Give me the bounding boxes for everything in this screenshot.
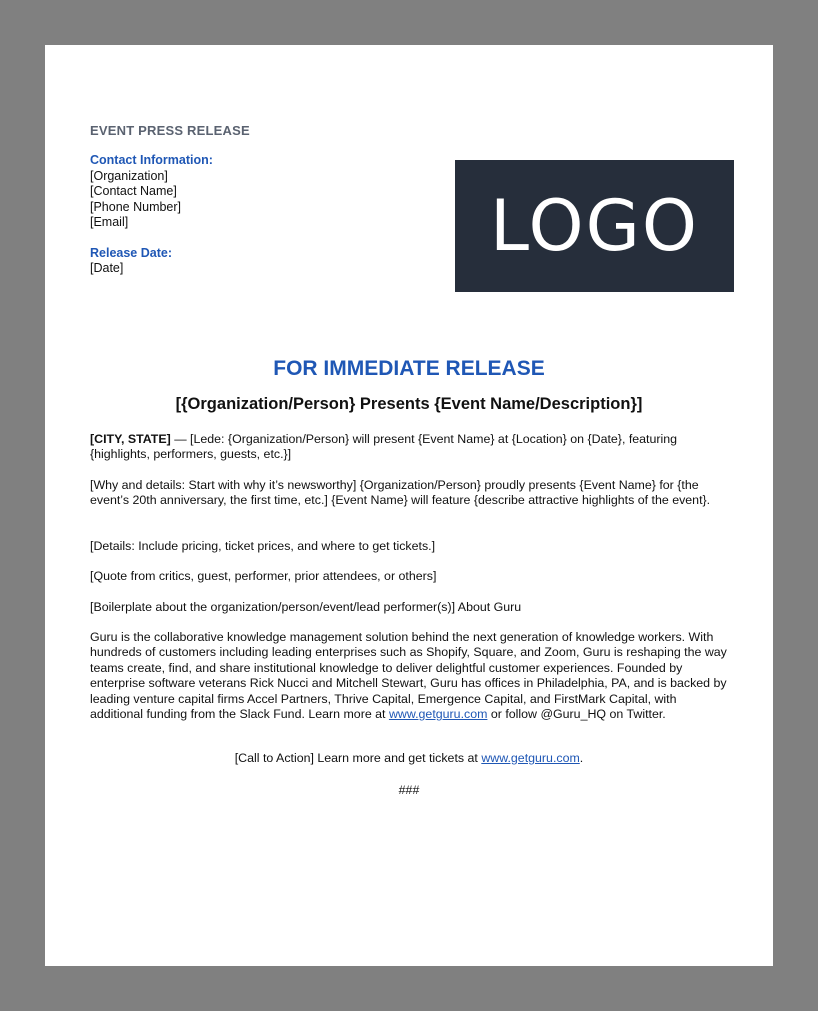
contact-organization: [Organization] <box>90 169 168 183</box>
cta-end: . <box>579 751 584 765</box>
contact-email: [Email] <box>90 214 129 229</box>
contact-name: [Contact Name] <box>90 184 177 199</box>
contact-information-block <box>90 169 181 230</box>
dateline: [CITY, STATE] <box>90 432 171 446</box>
logo-placeholder <box>455 160 734 292</box>
cta-website-link[interactable]: www.getguru.com <box>481 751 580 765</box>
lede-paragraph <box>90 432 730 463</box>
boilerplate-tail: or follow @Guru_HQ on Twitter. <box>487 707 666 722</box>
lede-text: — [Lede: {Organization/Person} will present {Event Name} at {Location} on {Date}, featuring {highlights, performers, guests, etc.}] <box>90 432 678 462</box>
press-release-headline: [{Organization/Person} Presents {Event Name/Description}] <box>175 395 643 413</box>
quote-paragraph: [Quote from critics, guest, performer, prior attendees, or others] <box>90 569 437 583</box>
boilerplate-intro-paragraph: [Boilerplate about the organization/person/event/lead performer(s)] About Guru <box>90 600 522 614</box>
boilerplate-paragraph <box>90 630 732 722</box>
document-page <box>45 45 773 966</box>
details-paragraph: [Details: Include pricing, ticket prices, and where to get tickets.] <box>90 539 436 553</box>
release-date-value: [Date] <box>90 261 124 275</box>
contact-phone: [Phone Number] <box>90 199 182 214</box>
release-date-heading: Release Date: <box>90 246 172 260</box>
cta-text: [Call to Action] Learn more and get tickets at <box>234 751 482 765</box>
why-details-paragraph: [Why and details: Start with why it’s newsworthy] {Organization/Person} proudly presents {Event Name} for {the event’s 20th anniversary, the first time, etc.] {Event Name} will feature {describe attractive highlights of the event}. <box>90 478 711 508</box>
end-mark: ### <box>398 783 420 797</box>
for-immediate-release-title: FOR IMMEDIATE RELEASE <box>273 357 545 380</box>
call-to-action-line <box>45 751 773 765</box>
logo-text: LOGO <box>490 185 699 267</box>
document-type-label: EVENT PRESS RELEASE <box>90 123 250 138</box>
contact-information-heading: Contact Information: <box>90 153 213 167</box>
boilerplate-website-link[interactable]: www.getguru.com <box>388 707 488 722</box>
boilerplate-text: Guru is the collaborative knowledge management solution behind the next generation of knowledge workers. With hundreds of customers including leading enterprises such as Shopify, Square, and Zoom, Guru is reshaping the way teams create, find, and share institutional knowledge to deliver delightful customer experiences. Founded by enterprise software veterans Rick Nucci and Mitchell Stewart, Guru has offices in Philadelphia, PA, and is backed by leading venture capital firms Accel Partners, Thrive Capital, Emergence Capital, and FirstMark Capital, with additional funding from the Slack Fund. Learn more at <box>90 630 727 722</box>
